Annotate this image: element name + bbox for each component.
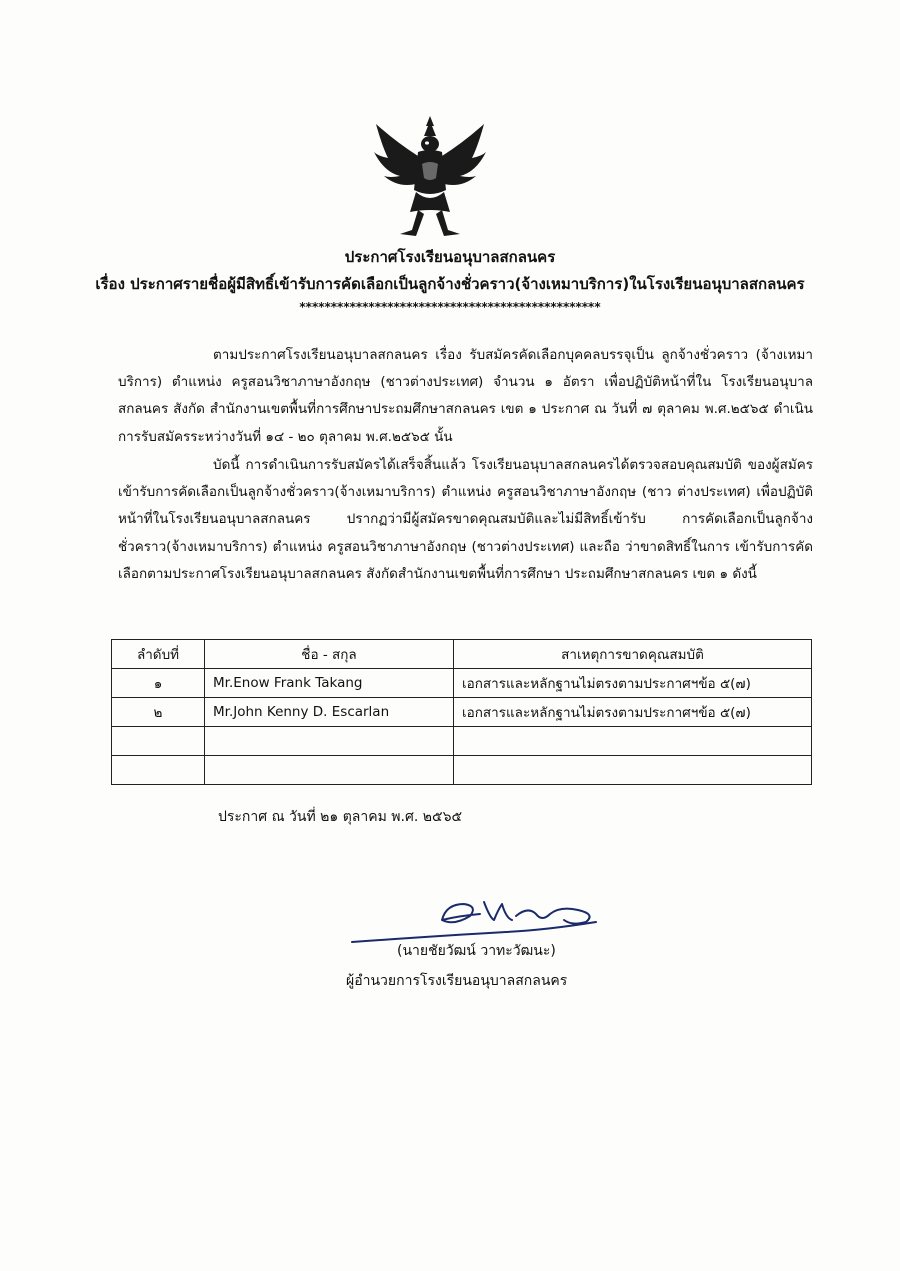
title-divider: ************************************************ [299, 300, 601, 314]
row-name: Mr.Enow Frank Takang [205, 669, 454, 698]
table-row [112, 727, 812, 756]
body-paragraph-2: บัดนี้ การดำเนินการรับสมัครได้เสร็จสิ้นแล้ว โรงเรียนอนุบาลสกลนครได้ตรวจสอบคุณสมบัติ ของผู้สมัครเข้ารับการคัดเลือกเป็นลูกจ้างชั่วคราว(จ้างเหมาบริการ) ตำแหน่ง ครูสอนวิชาภาษาอังกฤษ (ชาว ต่างประเทศ) เพื่อปฏิบัติหน้าที่ในโรงเรียนอนุบาลสกลนคร ปรากฏว่ามีผู้สมัครขาดคุณสมบัติและไม่มีสิทธิ์เข้ารับ การคัดเลือกเป็นลูกจ้างชั่วคราว(จ้างเหมาบริการ) ตำแหน่ง ครูสอนวิชาภาษาอังกฤษ (ชาวต่างประเทศ) และถือ ว่าขาดสิทธิ์ในการ เข้ารับการคัดเลือกตามประกาศโรงเรียนอนุบาลสกลนคร สังกัดสำนักงานเขตพื้นที่การศึกษา ประถมศึกษาสกลนคร เขต ๑ ดังนี้ [118, 457, 813, 582]
announcement-date: ประกาศ ณ วันที่ ๒๑ ตุลาคม พ.ศ. ๒๕๖๕ [218, 809, 463, 825]
table-row [112, 756, 812, 785]
table-row [112, 698, 812, 727]
row-no: ๑ [112, 669, 205, 698]
row-name [205, 756, 454, 785]
document-title: ประกาศโรงเรียนอนุบาลสกลนคร [344, 248, 556, 266]
row-no [112, 727, 205, 756]
row-no [112, 756, 205, 785]
signer-title: ผู้อำนวยการโรงเรียนอนุบาลสกลนคร [346, 973, 568, 989]
row-reason: เอกสารและหลักฐานไม่ตรงตามประกาศฯข้อ ๕(๗) [454, 669, 812, 698]
table-row [112, 669, 812, 698]
header-no: ลำดับที่ [112, 640, 205, 669]
row-reason [454, 727, 812, 756]
header-name: ชื่อ - สกุล [205, 640, 454, 669]
row-reason: เอกสารและหลักฐานไม่ตรงตามประกาศฯข้อ ๕(๗) [454, 698, 812, 727]
row-no: ๒ [112, 698, 205, 727]
row-name: Mr.John Kenny D. Escarlan [205, 698, 454, 727]
signer-name: (นายชัยวัฒน์ วาทะวัฒนะ) [397, 943, 556, 959]
body-paragraph-1: ตามประกาศโรงเรียนอนุบาลสกลนคร เรื่อง รับสมัครคัดเลือกบุคคลบรรจุเป็น ลูกจ้างชั่วคราว (จ้างเหมาบริการ) ตำแหน่ง ครูสอนวิชาภาษาอังกฤษ (ชาวต่างประเทศ) จำนวน ๑ อัตรา เพื่อปฏิบัติหน้าที่ใน โรงเรียนอนุบาลสกลนคร สังกัด สำนักงานเขตพื้นที่การศึกษาประถมศึกษาสกลนคร เขต ๑ ประกาศ ณ วันที่ ๗ ตุลาคม พ.ศ.๒๕๖๕ ดำเนินการรับสมัครระหว่างวันที่ ๑๔ - ๒๐ ตุลาคม พ.ศ.๒๕๖๕ นั้น [118, 347, 813, 445]
row-reason [454, 756, 812, 785]
header-reason: สาเหตุการขาดคุณสมบัติ [454, 640, 812, 669]
table-header-row [112, 640, 812, 669]
row-name [205, 727, 454, 756]
disqualified-applicants-table [111, 639, 812, 785]
garuda-emblem-icon [370, 112, 490, 240]
document-subject: เรื่อง ประกาศรายชื่อผู้มีสิทธิ์เข้ารับการคัดเลือกเป็นลูกจ้างชั่วคราว(จ้างเหมาบริการ)ในโรงเรียนอนุบาลสกลนคร [95, 275, 805, 293]
